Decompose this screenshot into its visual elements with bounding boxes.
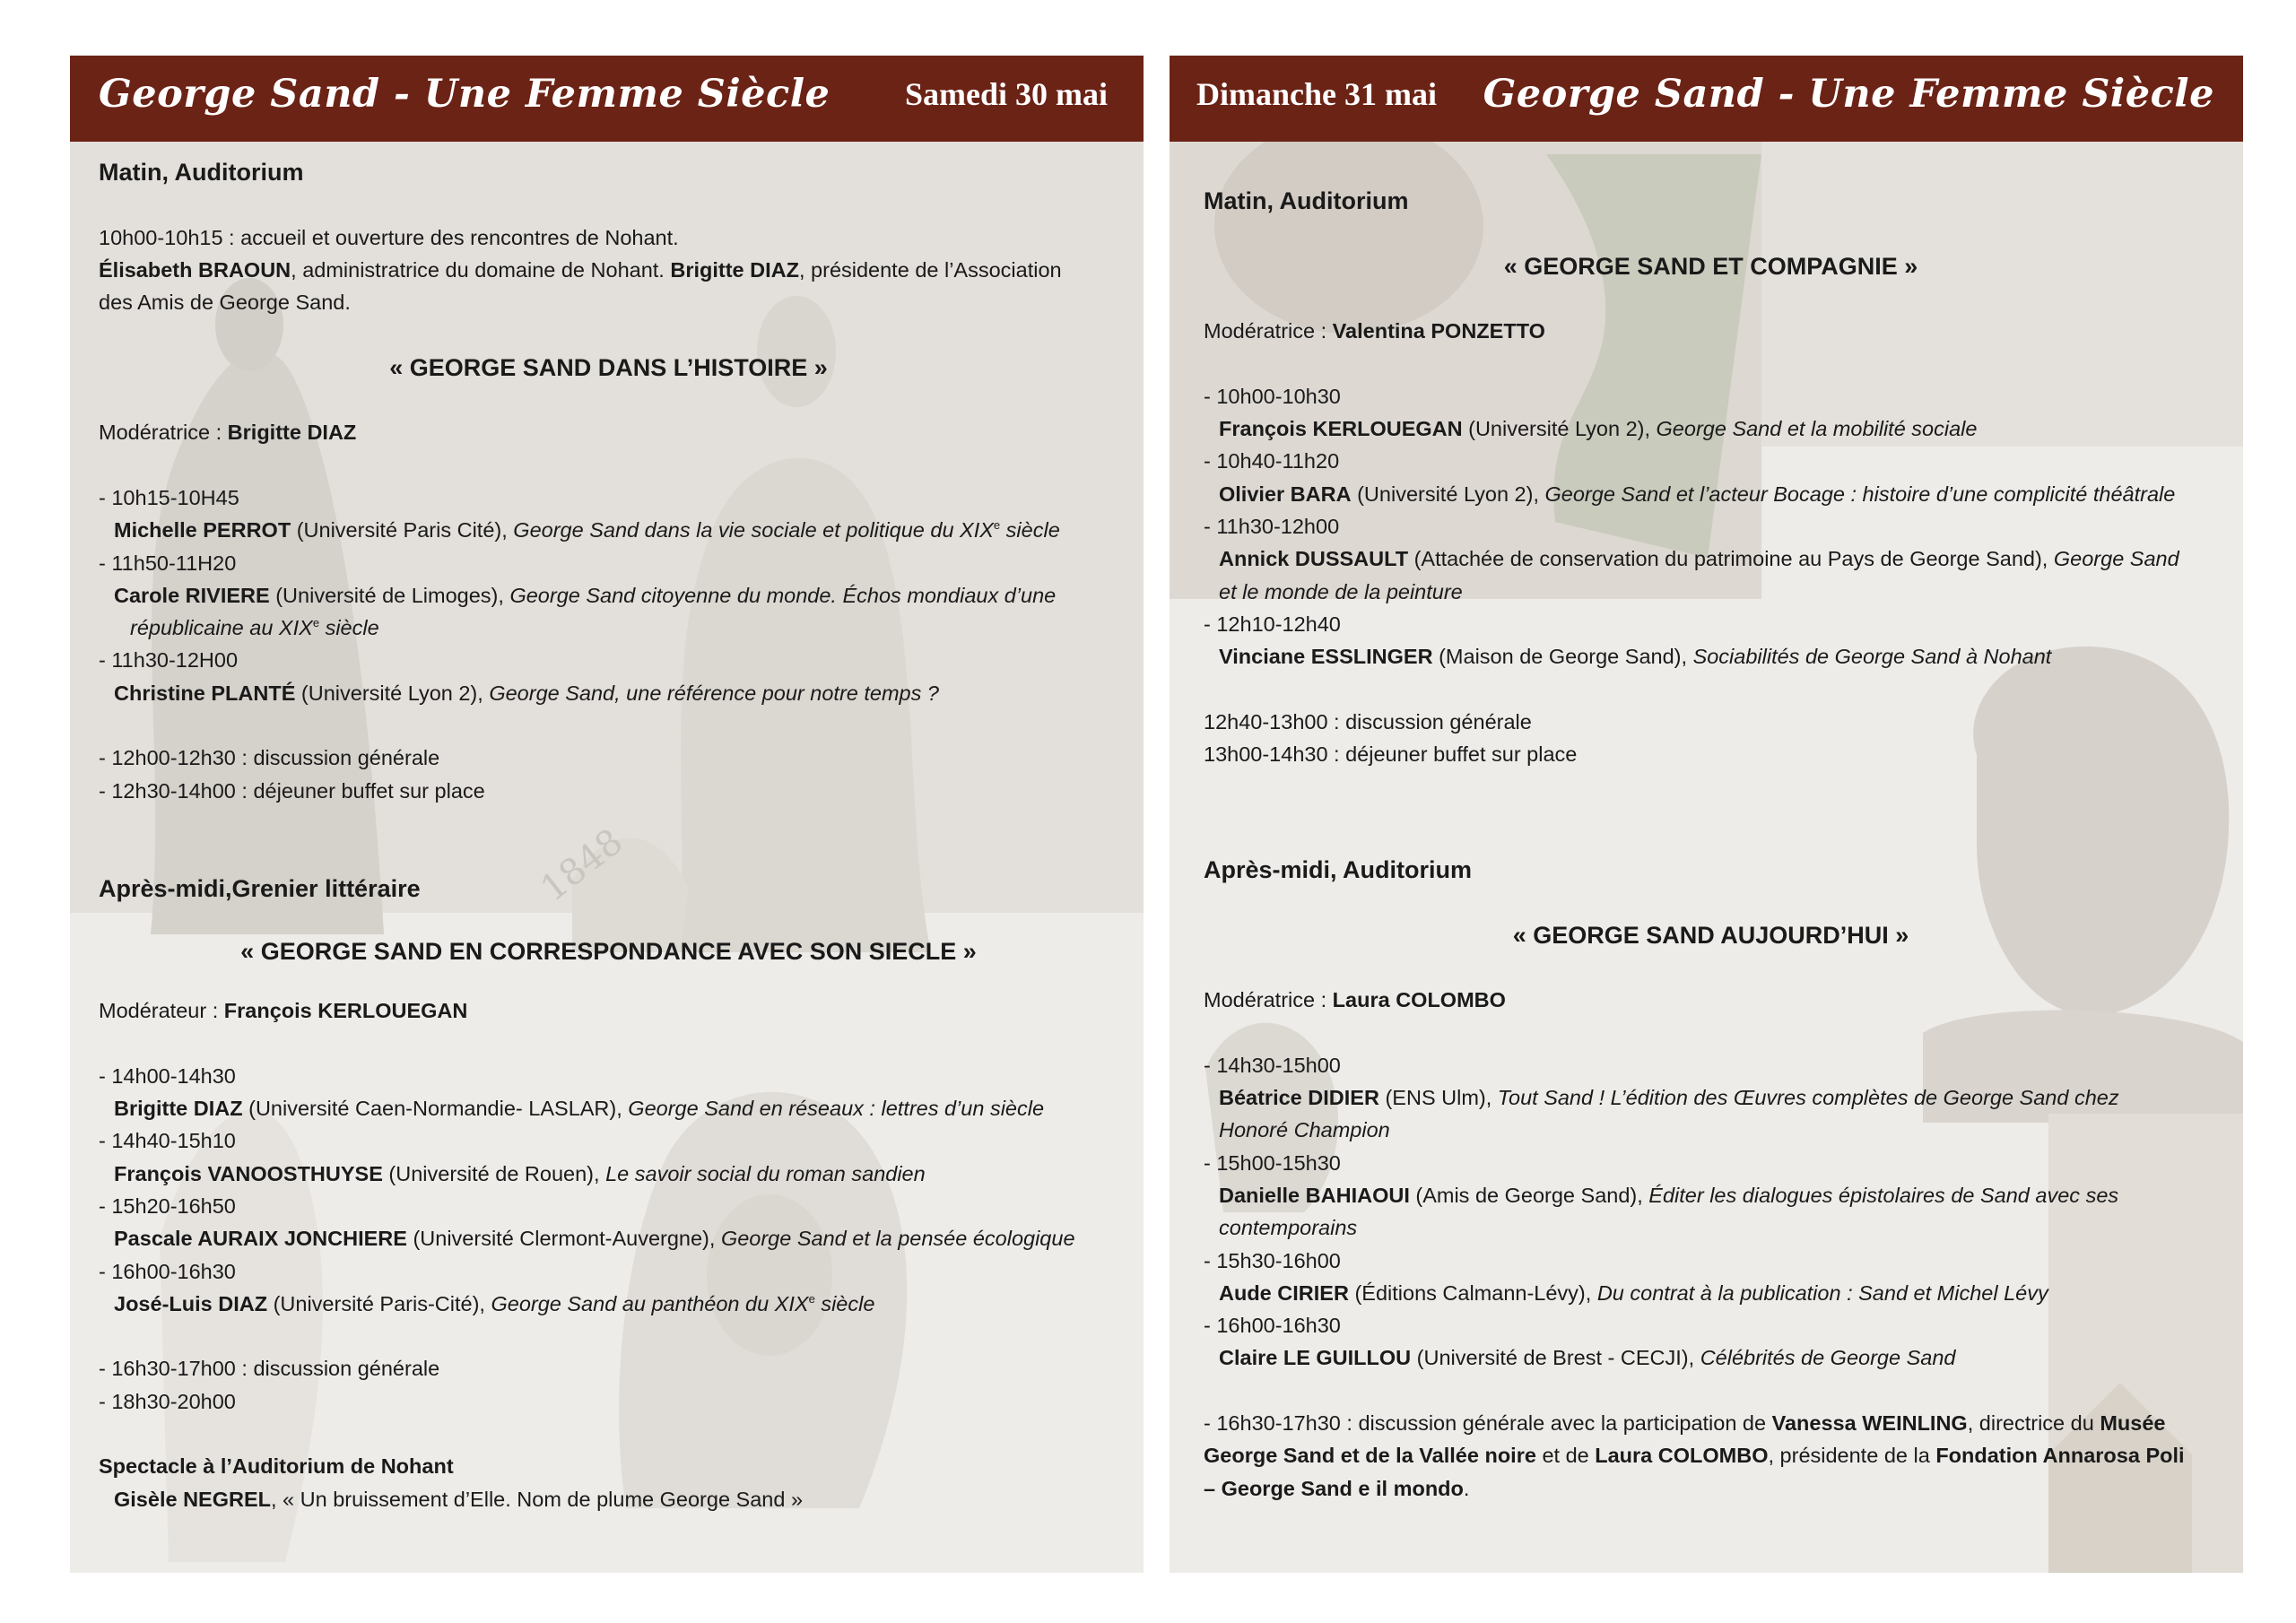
event-title: George Sand - Une Femme Siècle: [99, 72, 831, 117]
discussion: - 16h30-17h00 : discussion générale: [99, 1357, 440, 1381]
talk-time: - 10h00-10h30: [1204, 384, 1341, 408]
talk-entry: Michelle PERROT (Université Paris Cité), George Sand dans la vie sociale et politique du XIXe siècle: [114, 518, 1060, 542]
program-content: [1204, 185, 2218, 1505]
lunch: - 12h30-14h00 : déjeuner buffet sur place: [99, 778, 485, 803]
discussion: 12h40-13h00 : discussion générale: [1204, 709, 1532, 733]
talk-time: - 15h00-15h30: [1204, 1150, 1341, 1175]
closing-discussion-cont: – George Sand e il mondo.: [1204, 1476, 1470, 1500]
talk-time: - 14h00-14h30: [99, 1063, 236, 1088]
talk-time: - 14h40-15h10: [99, 1129, 236, 1153]
moderator: Modératrice : Valentina PONZETTO: [1204, 319, 1545, 343]
talk-entry: Brigitte DIAZ (Université Caen-Normandie- LASLAR), George Sand en réseaux : lettres d’un siècle: [114, 1097, 1045, 1121]
discussion: - 12h00-12h30 : discussion générale: [99, 746, 440, 770]
talk-time: - 11h30-12H00: [99, 648, 239, 673]
talk-time: - 16h00-16h30: [99, 1259, 236, 1283]
show-entry: Gisèle NEGREL, « Un bruissement d’Elle. Nom de plume George Sand »: [114, 1487, 804, 1511]
program-content: [99, 156, 1118, 1515]
talk-entry-cont: et le monde de la peinture: [1219, 579, 1463, 603]
header-banner: [1170, 56, 2243, 142]
talk-entry: Danielle BAHIAOUI (Amis de George Sand), Éditer les dialogues épistolaires de Sand avec ses: [1219, 1183, 2119, 1207]
talk-entry: François VANOOSTHUYSE (Université de Rouen), Le savoir social du roman sandien: [114, 1161, 926, 1185]
closing-discussion: - 16h30-17h30 : discussion générale avec la participation de Vanessa WEINLING, directrice du Musée: [1204, 1410, 2166, 1435]
talk-entry: François KERLOUEGAN (Université Lyon 2), George Sand et la mobilité sociale: [1219, 417, 1978, 441]
talk-time: - 10h40-11h20: [1204, 449, 1340, 473]
talk-time: - 12h10-12h40: [1204, 612, 1341, 636]
moderator: Modératrice : Laura COLOMBO: [1204, 988, 1506, 1012]
talk-entry: Claire LE GUILLOU (Université de Brest - CECJI), Célébrités de George Sand: [1219, 1346, 1956, 1370]
talk-entry: Annick DUSSAULT (Attachée de conservation du patrimoine au Pays de George Sand), George Sand: [1219, 547, 2179, 571]
section-heading: Matin, Auditorium: [99, 159, 304, 186]
welcome-time: 10h00-10h15 : accueil et ouverture des rencontres de Nohant.: [99, 225, 679, 249]
talk-entry: Carole RIVIERE (Université de Limoges), George Sand citoyenne du monde. Échos mondiaux d’une: [114, 583, 1057, 607]
talk-entry-cont: contemporains: [1219, 1216, 1358, 1240]
talk-entry: Béatrice DIDIER (ENS Ulm), Tout Sand ! L’édition des Œuvres complètes de George Sand chez: [1219, 1086, 2119, 1110]
talk-entry: Pascale AURAIX JONCHIERE (Université Clermont-Auvergne), George Sand et la pensée écologique: [114, 1227, 1075, 1251]
session-theme: « GEORGE SAND AUJOURD’HUI »: [1512, 921, 1909, 949]
program-page-sunday: [1170, 56, 2243, 1573]
day-date: Samedi 30 mai: [904, 76, 1108, 112]
talk-entry: Vinciane ESSLINGER (Maison de George Sand), Sociabilités de George Sand à Nohant: [1219, 645, 2052, 669]
day-date: Dimanche 31 mai: [1196, 76, 1437, 112]
evening-time: - 18h30-20h00: [99, 1389, 236, 1413]
talk-time: - 11h50-11H20: [99, 551, 237, 575]
moderator: Modérateur : François KERLOUEGAN: [99, 999, 468, 1023]
welcome-speakers: Élisabeth BRAOUN, administratrice du domaine de Nohant. Brigitte DIAZ, présidente de l’Association: [99, 257, 1062, 282]
header-banner: [70, 56, 1144, 142]
session-theme: « GEORGE SAND DANS L’HISTOIRE »: [389, 353, 828, 381]
session-theme: « GEORGE SAND ET COMPAGNIE »: [1503, 252, 1918, 280]
talk-time: - 11h30-12h00: [1204, 514, 1340, 538]
talk-entry: José-Luis DIAZ (Université Paris-Cité), George Sand au panthéon du XIXe siècle: [114, 1291, 875, 1315]
session-theme: « GEORGE SAND EN CORRESPONDANCE AVEC SON SIECLE »: [240, 937, 977, 965]
section-heading: Matin, Auditorium: [1204, 187, 1409, 214]
show-heading: Spectacle à l’Auditorium de Nohant: [99, 1454, 454, 1479]
talk-entry-cont: républicaine au XIXe siècle: [130, 616, 379, 640]
section-heading: Après-midi, Auditorium: [1204, 855, 1473, 883]
talk-entry: Christine PLANTÉ (Université Lyon 2), George Sand, une référence pour notre temps ?: [114, 681, 939, 705]
event-title: George Sand - Une Femme Siècle: [1483, 72, 2214, 117]
talk-time: - 15h30-16h00: [1204, 1248, 1341, 1272]
program-page-saturday: [70, 56, 1144, 1573]
talk-entry-cont: Honoré Champion: [1219, 1118, 1390, 1142]
talk-entry: Aude CIRIER (Éditions Calmann-Lévy), Du contrat à la publication : Sand et Michel Lévy: [1219, 1280, 2048, 1305]
talk-entry: Olivier BARA (Université Lyon 2), George Sand et l’acteur Bocage : histoire d’une complicité théâtrale: [1219, 482, 2176, 506]
talk-time: - 10h15-10H45: [99, 485, 239, 509]
moderator: Modératrice : Brigitte DIAZ: [99, 421, 357, 445]
closing-discussion-cont: George Sand et de la Vallée noire et de Laura COLOMBO, présidente de la Fondation Annarosa Poli: [1204, 1444, 2185, 1468]
watermark-year: 1848: [533, 820, 631, 910]
talk-time: - 16h00-16h30: [1204, 1314, 1341, 1338]
talk-time: - 14h30-15h00: [1204, 1053, 1341, 1077]
section-heading: Après-midi,Grenier littéraire: [99, 874, 421, 902]
talk-time: - 15h20-16h50: [99, 1193, 236, 1218]
welcome-speakers-cont: des Amis de George Sand.: [99, 291, 351, 315]
lunch: 13h00-14h30 : déjeuner buffet sur place: [1204, 742, 1578, 767]
